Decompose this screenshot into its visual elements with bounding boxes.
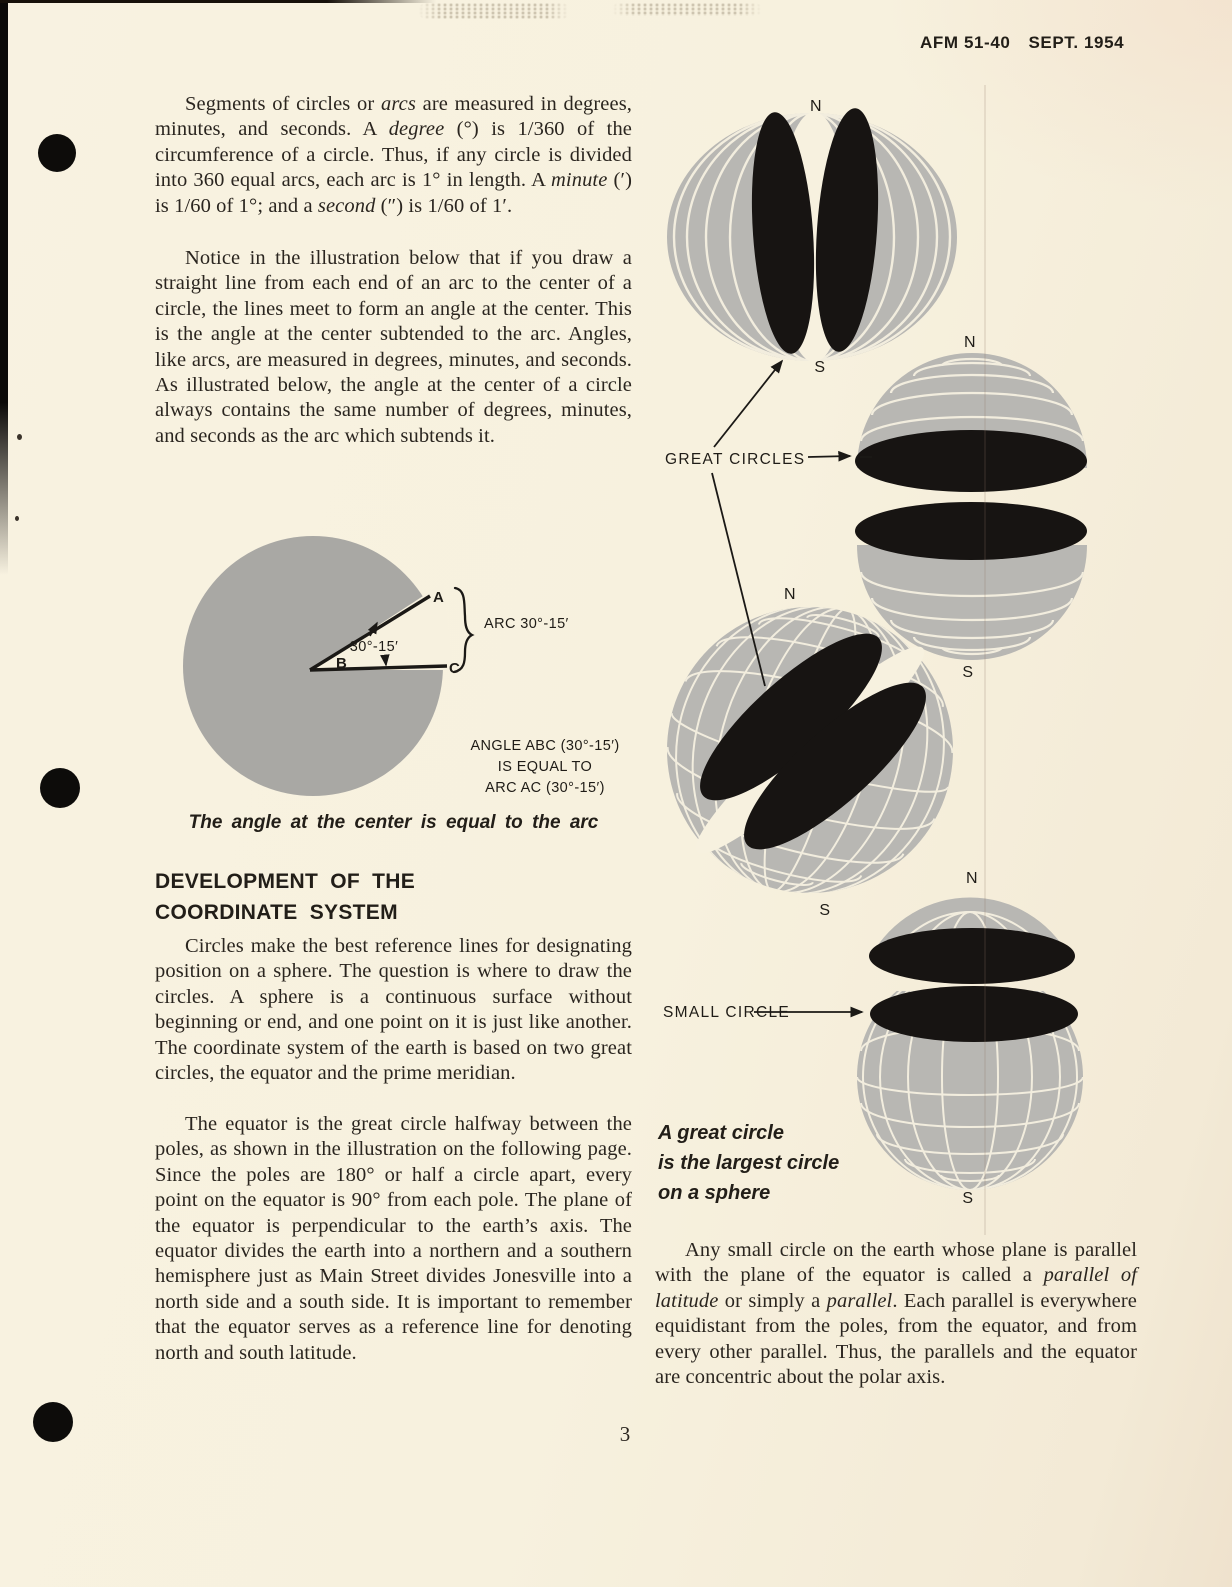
page-number: 3 xyxy=(619,1422,631,1446)
paragraph-equator: The equator is the great circle halfway between the poles, as shown in the illustration on the following page. Since the poles are 180° or half a circle apart, every point on the equator is 90° from each pole. The plane of the equator is perpendicular to the earth’s axis. The equator divides the earth into a northern and a southern hemisphere just as Main Street divides Jonesville into a north side and a south side. It is important to remember that the equator serves as a reference line for denoting north and south latitude. xyxy=(155,1113,632,1364)
scan-top-line xyxy=(0,0,436,3)
angle-pointer-lower xyxy=(385,656,386,665)
angle-figure-caption: The angle at the center is equal to the arc xyxy=(188,812,599,833)
angle-value-label: 30°-15′ xyxy=(349,639,399,655)
scan-dirt-mark-left xyxy=(418,3,570,19)
section-heading-line2: COORDINATE SYSTEM xyxy=(155,901,398,924)
south-label: S xyxy=(962,664,974,681)
great-circle-disc-lower xyxy=(855,502,1087,560)
south-label: S xyxy=(819,902,831,919)
punch-hole-middle xyxy=(40,768,80,808)
sphere-caption-line1: A great circle xyxy=(658,1122,784,1144)
sphere-caption-line2: is the largest circle xyxy=(658,1152,840,1174)
equality-note-line3: ARC AC (30°-15′) xyxy=(485,780,605,796)
north-label: N xyxy=(963,334,977,351)
point-b-label: B xyxy=(336,655,347,672)
sphere-equator-split xyxy=(855,334,1087,681)
angle-circle-figure xyxy=(150,520,640,820)
callout-line-sphere1 xyxy=(714,361,782,447)
south-label: S xyxy=(814,359,826,376)
paper-crease xyxy=(984,85,986,1235)
manual-date: SEPT. 1954 xyxy=(1028,33,1125,52)
north-label: N xyxy=(965,870,979,887)
scan-speck-1 xyxy=(17,434,22,440)
manual-number: AFM 51-40 xyxy=(920,33,1011,52)
point-c-label: C xyxy=(449,660,460,677)
sphere-figure-caption xyxy=(658,1118,839,1208)
paragraph-small-circle: Any small circle on the earth whose plane is parallel with the plane of the equator is called a parallel of latitude or simply a parallel. Each parallel is everywhere equidistant from the poles, from the equator, and from every other parallel. Thus, the parallels and the equator are concentric about the polar axis. xyxy=(655,1239,1137,1389)
great-circles-label: GREAT CIRCLES xyxy=(665,451,806,468)
arc-label: ARC 30°-15′ xyxy=(484,616,569,632)
paragraph-notice: Notice in the illustration below that if you draw a straight line from each end of an arc to the center of a circle, the lines meet to form an angle at the center. This is the angle at the center subtended to the arc. Angles, like arcs, are measured in degrees, minutes, and seconds. As illustrated below, the angle at the center of a circle always contains the same number of degrees, minutes, and seconds as the arc which subtends it. xyxy=(155,247,632,447)
section-heading xyxy=(155,866,415,928)
north-label: N xyxy=(783,586,797,603)
small-circle-label: SMALL CIRCLE xyxy=(663,1004,791,1021)
equality-note-line1: ANGLE ABC (30°-15′) xyxy=(470,738,620,754)
great-circle-disc-upper xyxy=(855,430,1087,492)
sphere-small-circle xyxy=(857,870,1083,1207)
small-circle-disc-lower xyxy=(870,986,1078,1042)
scan-edge-strip xyxy=(0,0,8,575)
sphere-meridians-split xyxy=(667,98,957,376)
north-label: N xyxy=(809,98,823,115)
punch-hole-bottom xyxy=(33,1402,73,1442)
page-header xyxy=(920,33,1124,53)
paragraph-arcs: Segments of circles or arcs are measured in degrees, minutes, and seconds. A degree (°) is 1/360 of the circumference of a circle. Thus, if any circle is divided into 360 equal arcs, each arc is 1° in length. A minute (′) is 1/60 of 1°; and a second (″) is 1/60 of 1′. xyxy=(155,93,632,217)
sphere-caption-line3: on a sphere xyxy=(658,1182,771,1204)
equality-note-line2: IS EQUAL TO xyxy=(497,759,593,775)
point-a-label: A xyxy=(433,589,444,606)
punch-hole-top xyxy=(38,134,76,172)
section-heading-line1: DEVELOPMENT OF THE xyxy=(155,870,416,893)
scan-dirt-mark-right xyxy=(612,3,762,16)
paragraph-circles: Circles make the best reference lines for designating position on a sphere. The question is where to draw the circles. A sphere is a continuous surface without beginning or end, and one point on it is just like another. The coordinate system of the earth is based on two great circles, the equator and the prime meridian. xyxy=(155,935,632,1085)
scan-speck-2 xyxy=(15,516,19,521)
callout-arrow-sphere2 xyxy=(808,456,850,457)
spheres-figure xyxy=(648,85,1160,1225)
small-circle-disc-upper xyxy=(869,928,1075,984)
south-label: S xyxy=(962,1190,974,1207)
